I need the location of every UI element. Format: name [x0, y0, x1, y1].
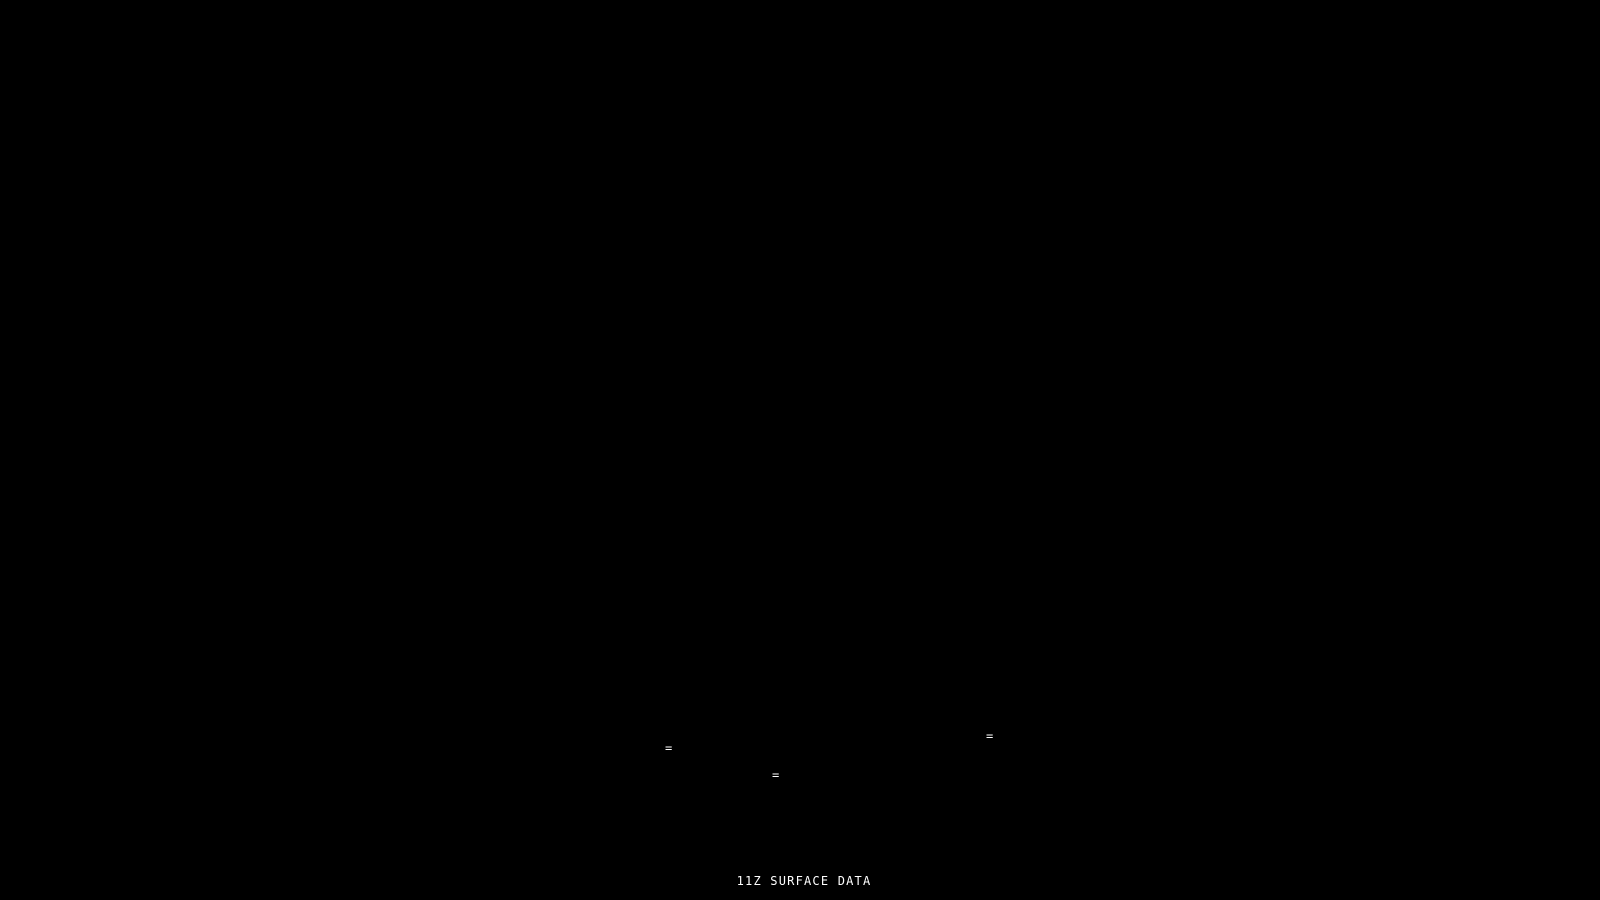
map-caption: 11Z SURFACE DATA	[736, 874, 872, 888]
station-marker-3: =	[772, 768, 780, 782]
station-marker-1: =	[665, 741, 673, 755]
station-marker-2: =	[986, 729, 994, 743]
